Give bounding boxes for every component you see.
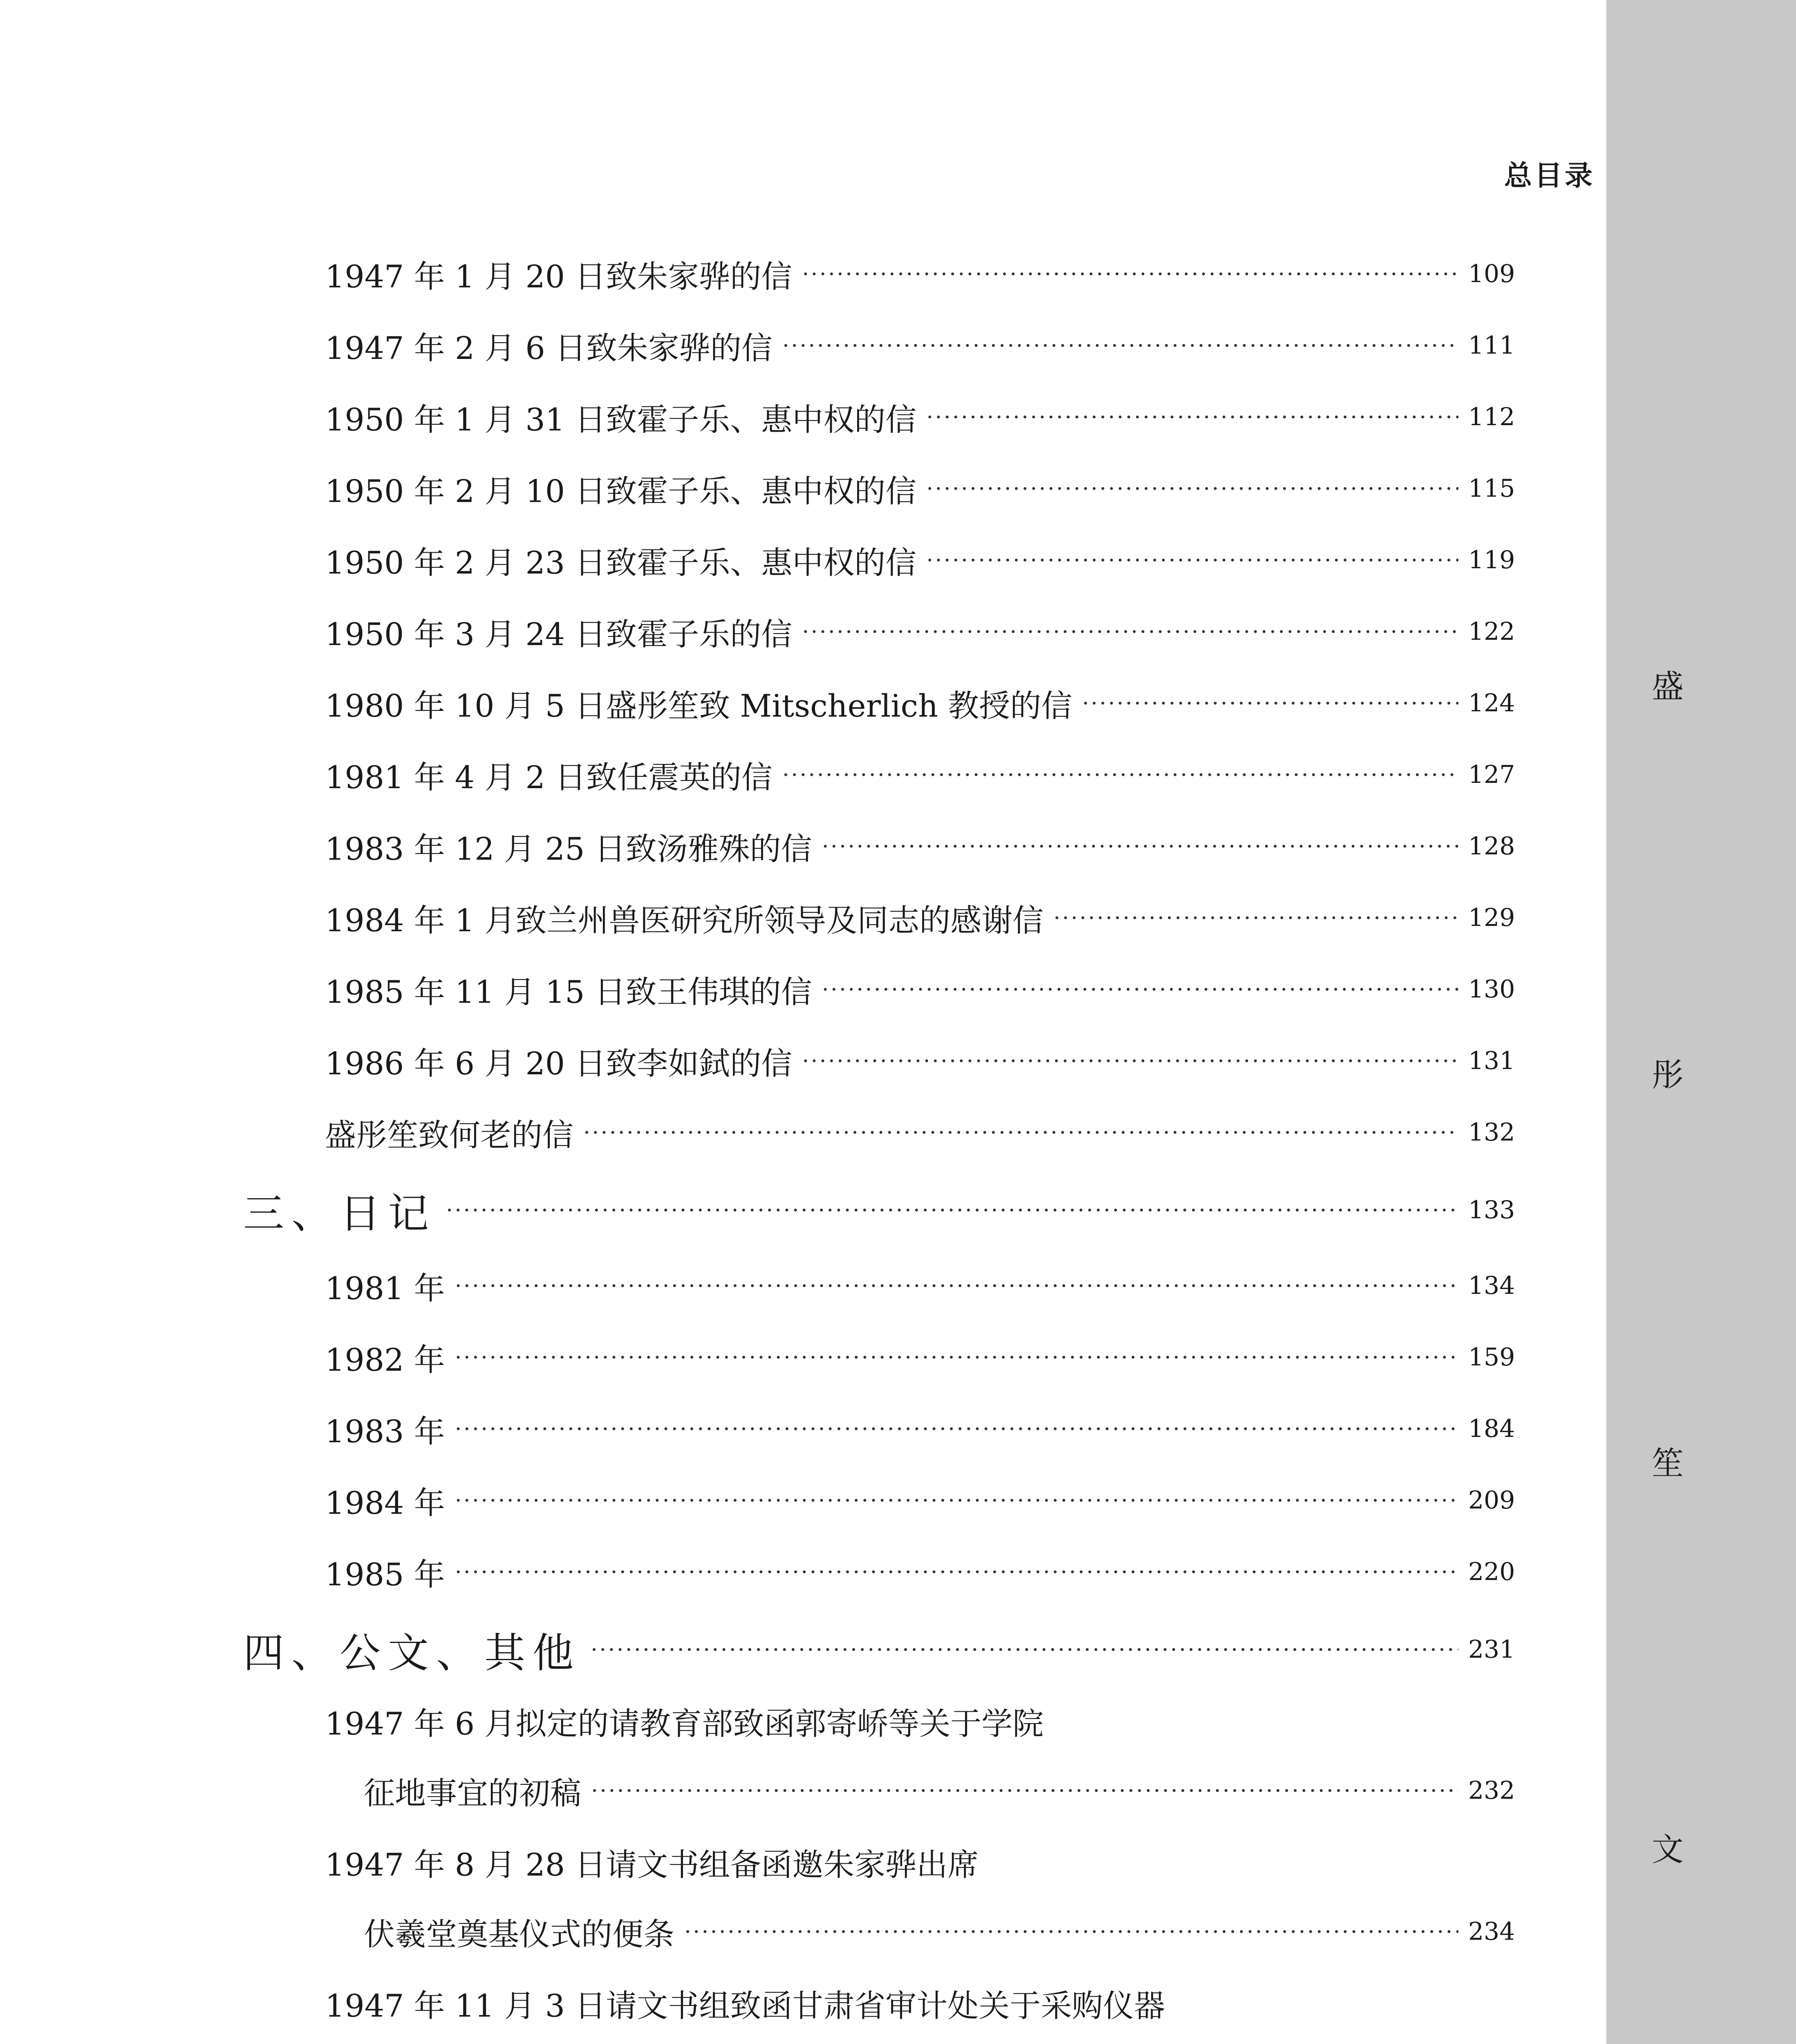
dot-leader: [684, 1919, 1458, 1945]
dot-leader: [802, 619, 1458, 645]
dot-leader: [591, 1778, 1458, 1804]
toc-entry[interactable]: [364, 1764, 1513, 1817]
toc-entry[interactable]: [325, 1474, 1513, 1527]
toc-entry-page: 109: [1468, 260, 1515, 288]
dot-leader: [802, 261, 1458, 287]
dot-leader: [822, 977, 1458, 1002]
side-title-char-1: 盛: [1651, 668, 1684, 705]
toc-entry-title: 1985 年: [325, 1556, 445, 1593]
dot-leader: [1082, 690, 1458, 716]
side-strip: [1606, 0, 1796, 2044]
dot-leader: [455, 1345, 1458, 1370]
toc-entry-page: 232: [1468, 1776, 1515, 1805]
toc-entry-title: 1983 年: [325, 1413, 445, 1450]
toc-entry-title: 1950 年 1 月 31 日致霍子乐、惠中权的信: [325, 401, 917, 438]
side-title-char-4: 文: [1651, 1831, 1684, 1868]
dot-leader: [455, 1559, 1458, 1585]
toc-entry-page: 220: [1468, 1558, 1515, 1586]
toc-entry-line[interactable]: 1947 年 6 月拟定的请教育部致函郭寄峤等关于学院: [325, 1705, 1044, 1742]
toc-entry[interactable]: [325, 1331, 1513, 1384]
toc-entry[interactable]: [325, 462, 1513, 515]
toc-entry[interactable]: [325, 1034, 1513, 1087]
toc-entry-page: 115: [1468, 474, 1515, 503]
toc-entry[interactable]: [325, 605, 1513, 658]
toc-entry[interactable]: [364, 1905, 1513, 1958]
section-heading-documents[interactable]: [243, 1623, 1513, 1676]
toc-entry-page: 112: [1468, 403, 1515, 431]
toc-entry-page: 119: [1468, 546, 1515, 574]
toc-entry-title: 1981 年 4 月 2 日致任震英的信: [325, 759, 773, 796]
toc-entry[interactable]: [325, 319, 1513, 372]
dot-leader: [583, 1120, 1458, 1145]
dot-leader: [802, 1048, 1458, 1074]
toc-entry-page: 131: [1468, 1047, 1515, 1075]
toc-entry-page: 129: [1468, 903, 1515, 932]
toc-entry-page: 134: [1468, 1271, 1515, 1300]
dot-leader: [455, 1488, 1458, 1513]
toc-entry[interactable]: [325, 533, 1513, 587]
dot-leader: [782, 762, 1458, 788]
toc-entry[interactable]: [325, 1545, 1513, 1598]
toc-entry[interactable]: [325, 748, 1513, 801]
section-heading-page: 133: [1468, 1196, 1515, 1224]
dot-leader: [446, 1197, 1458, 1223]
toc-entry-title: 1982 年: [325, 1341, 445, 1378]
dot-leader: [591, 1637, 1458, 1663]
toc-entry-page: 130: [1468, 975, 1515, 1004]
dot-leader: [926, 476, 1458, 502]
toc-entry-page: 124: [1468, 689, 1515, 717]
dot-leader: [1053, 905, 1458, 931]
toc-entry-line[interactable]: 1947 年 8 月 28 日请文书组备函邀朱家骅出席: [325, 1846, 979, 1883]
toc-entry-page: 184: [1468, 1414, 1515, 1443]
section-heading-diary[interactable]: [243, 1183, 1513, 1237]
dot-leader: [455, 1416, 1458, 1442]
toc-entry-line[interactable]: 1947 年 11 月 3 日请文书组致函甘肃省审计处关于采购仪器: [325, 1987, 1165, 2024]
dot-leader: [822, 834, 1458, 859]
toc-entry-title: 1986 年 6 月 20 日致李如鉽的信: [325, 1045, 793, 1082]
toc-entry-title: 1950 年 2 月 10 日致霍子乐、惠中权的信: [325, 473, 917, 509]
dot-leader: [926, 404, 1458, 430]
dot-leader: [926, 547, 1458, 573]
section-heading-title: 三、日记: [243, 1190, 436, 1237]
toc-entry[interactable]: [325, 963, 1513, 1016]
toc-entry-page: 111: [1468, 331, 1515, 360]
toc-entry[interactable]: [325, 390, 1513, 444]
toc-entry-title: 1980 年 10 月 5 日盛彤笙致 Mitscherlich 教授的信: [325, 687, 1073, 724]
toc-entry[interactable]: [325, 677, 1513, 730]
toc-entry[interactable]: [325, 247, 1513, 300]
toc-entry[interactable]: [325, 1402, 1513, 1455]
toc-entry-title: 盛彤笙致何老的信: [325, 1116, 573, 1153]
toc-entry-title: 1984 年: [325, 1484, 445, 1521]
section-heading-title: 四、公文、其他: [243, 1629, 581, 1677]
toc-entry-page: 128: [1468, 832, 1515, 861]
toc-entry-title: 1950 年 3 月 24 日致霍子乐的信: [325, 616, 793, 652]
toc-entry-page: 159: [1468, 1343, 1515, 1372]
toc-entry-title: 1947 年 1 月 20 日致朱家骅的信: [325, 258, 793, 295]
toc-entry-page: 127: [1468, 760, 1515, 789]
dot-leader: [455, 1273, 1458, 1299]
toc-entry[interactable]: [325, 891, 1513, 944]
toc-entry-title: 1984 年 1 月致兰州兽医研究所领导及同志的感谢信: [325, 902, 1044, 939]
toc-entry-page: 122: [1468, 617, 1515, 646]
toc-entry-title: 1983 年 12 月 25 日致汤雅殊的信: [325, 830, 812, 867]
side-title-char-2: 彤: [1651, 1057, 1684, 1094]
toc-entry[interactable]: [325, 1106, 1513, 1159]
toc-entry[interactable]: [325, 1259, 1513, 1312]
toc-entry-page: 209: [1468, 1486, 1515, 1515]
dot-leader: [782, 333, 1458, 359]
toc-entry-page: 132: [1468, 1118, 1515, 1147]
toc-entry-page: 234: [1468, 1917, 1515, 1946]
toc-entry-title: 1985 年 11 月 15 日致王伟琪的信: [325, 973, 812, 1010]
running-head: 总目录: [1504, 159, 1595, 192]
toc-entry-title: 征地事宜的初稿: [364, 1775, 581, 1811]
toc-entry-title: 1947 年 2 月 6 日致朱家骅的信: [325, 329, 773, 366]
side-title-char-3: 笙: [1651, 1445, 1684, 1482]
toc-entry[interactable]: [325, 820, 1513, 873]
toc-entry-title: 1950 年 2 月 23 日致霍子乐、惠中权的信: [325, 544, 917, 581]
toc-entry-title: 1981 年: [325, 1270, 445, 1307]
toc-entry-title: 伏羲堂奠基仪式的便条: [364, 1916, 674, 1952]
section-heading-page: 231: [1468, 1635, 1515, 1664]
